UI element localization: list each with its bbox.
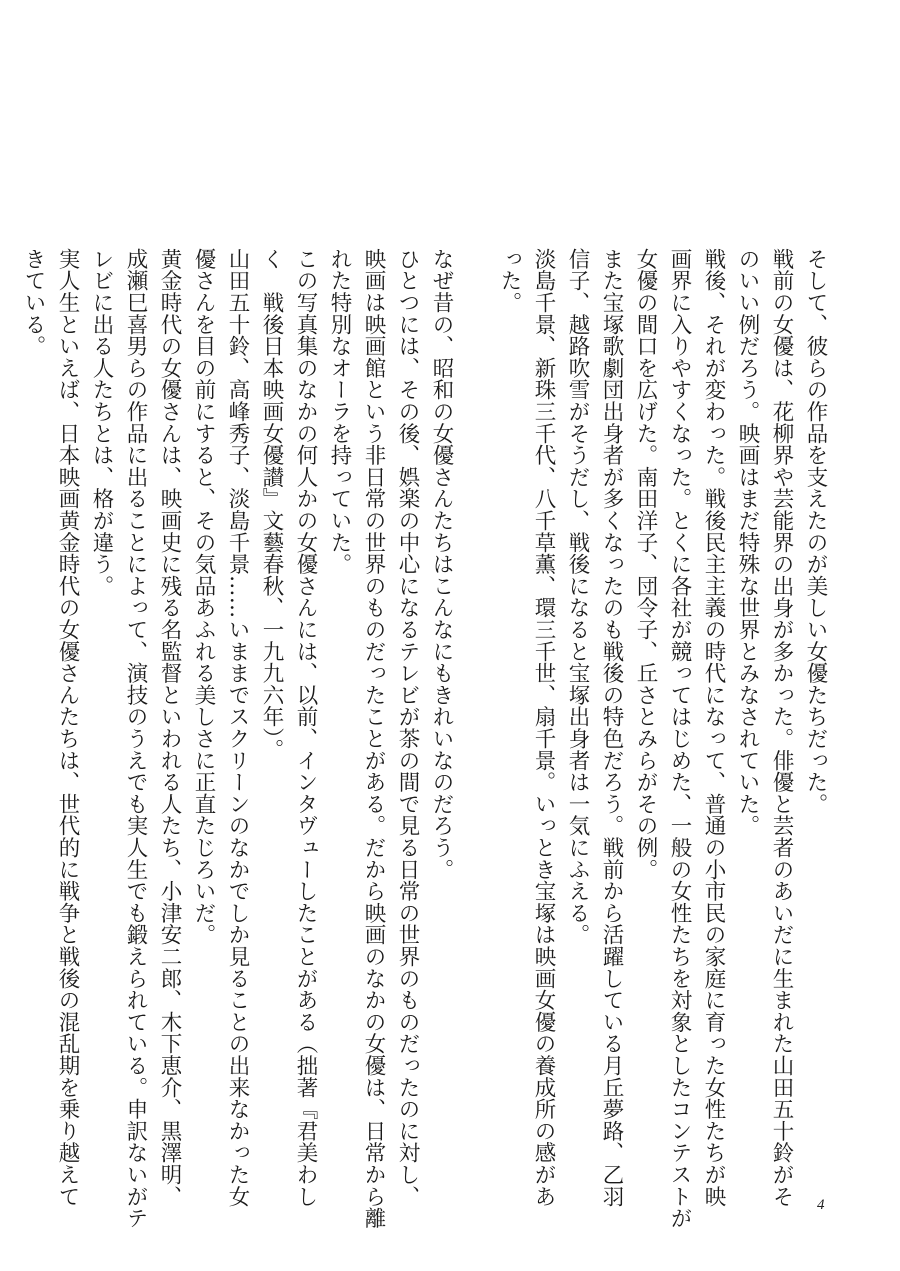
text-line: また宝塚歌劇団出身者が多くなったのも戦後の特色だろう。戦前から活躍している月丘夢路、乙羽 — [599, 248, 624, 1208]
text-line: この写真集のなかの何人かの女優さんには、以前、インタヴューしたことがある（拙著『君美わし — [293, 248, 318, 1208]
text-line: れた特別なオーラを持っていた。 — [327, 248, 352, 575]
text-line: きている。 — [21, 248, 46, 357]
text-line: のいい例だろう。映画はまだ特殊な世界とみなされていた。 — [735, 248, 760, 837]
text-line: そして、彼らの作品を支えたのが美しい女優たちだった。 — [803, 248, 828, 815]
text-line: 山田五十鈴、高峰秀子、淡島千景……いままでスクリーンのなかでしか見ることの出来なかった女 — [225, 248, 250, 1208]
text-line: 成瀬巳喜男らの作品に出ることによって、演技のうえでも実人生でも鍛えられている。申訳ないがテ — [123, 248, 148, 1229]
text-line: 実人生といえば、日本映画黄金時代の女優さんたちは、世代的に戦争と戦後の混乱期を乗り越えて — [55, 248, 80, 1208]
text-line: った。 — [497, 248, 522, 314]
text-line: 女優の間口を広げた。南田洋子、団令子、丘さとみらがその例。 — [633, 248, 658, 881]
text-line: 画界に入りやすくなった。とくに各社が競ってはじめた、一般の女性たちを対象としたコンテストが — [667, 248, 692, 1229]
section-gap — [458, 248, 492, 1108]
text-line: 戦後、それが変わった。戦後民主主義の時代になって、普通の小市民の家庭に育った女性たちが映 — [701, 248, 726, 1208]
text-line: 映画は映画館という非日常の世界のものだったことがある。だから映画のなかの女優は、日常から離 — [361, 248, 386, 1229]
page-number: 4 — [817, 1197, 825, 1213]
text-line: 信子、越路吹雪がそうだし、戦後になると宝塚出身者は一気にふえる。 — [565, 248, 590, 946]
text-line: 優さんを目の前にすると、その気品あふれる美しさに正直たじろいだ。 — [191, 248, 216, 946]
text-line: 黄金時代の女優さんは、映画史に残る名監督といわれる人たち、小津安二郎、木下恵介、黒澤明、 — [157, 248, 182, 1208]
text-line: レビに出る人たちとは、格が違う。 — [89, 248, 114, 597]
text-line: ひとつには、その後、娯楽の中心になるテレビが茶の間で見る日常の世界のものだったのに対し、 — [395, 248, 420, 1208]
text-line: なぜ昔の、昭和の女優さんたちはこんなにもきれいなのだろう。 — [429, 248, 454, 881]
text-line: 戦前の女優は、花柳界や芸能界の出身が多かった。俳優と芸者のあいだに生まれた山田五十鈴がそ — [769, 248, 794, 1208]
text-line: く 戦後日本映画女優讃』文藝春秋、一九九六年）。 — [259, 248, 284, 761]
vertical-text-body — [21, 248, 832, 1229]
text-line: 淡島千景、新珠三千代、八千草薫、環三千世、扇千景。いっとき宝塚は映画女優の養成所の感があ — [531, 248, 556, 1208]
